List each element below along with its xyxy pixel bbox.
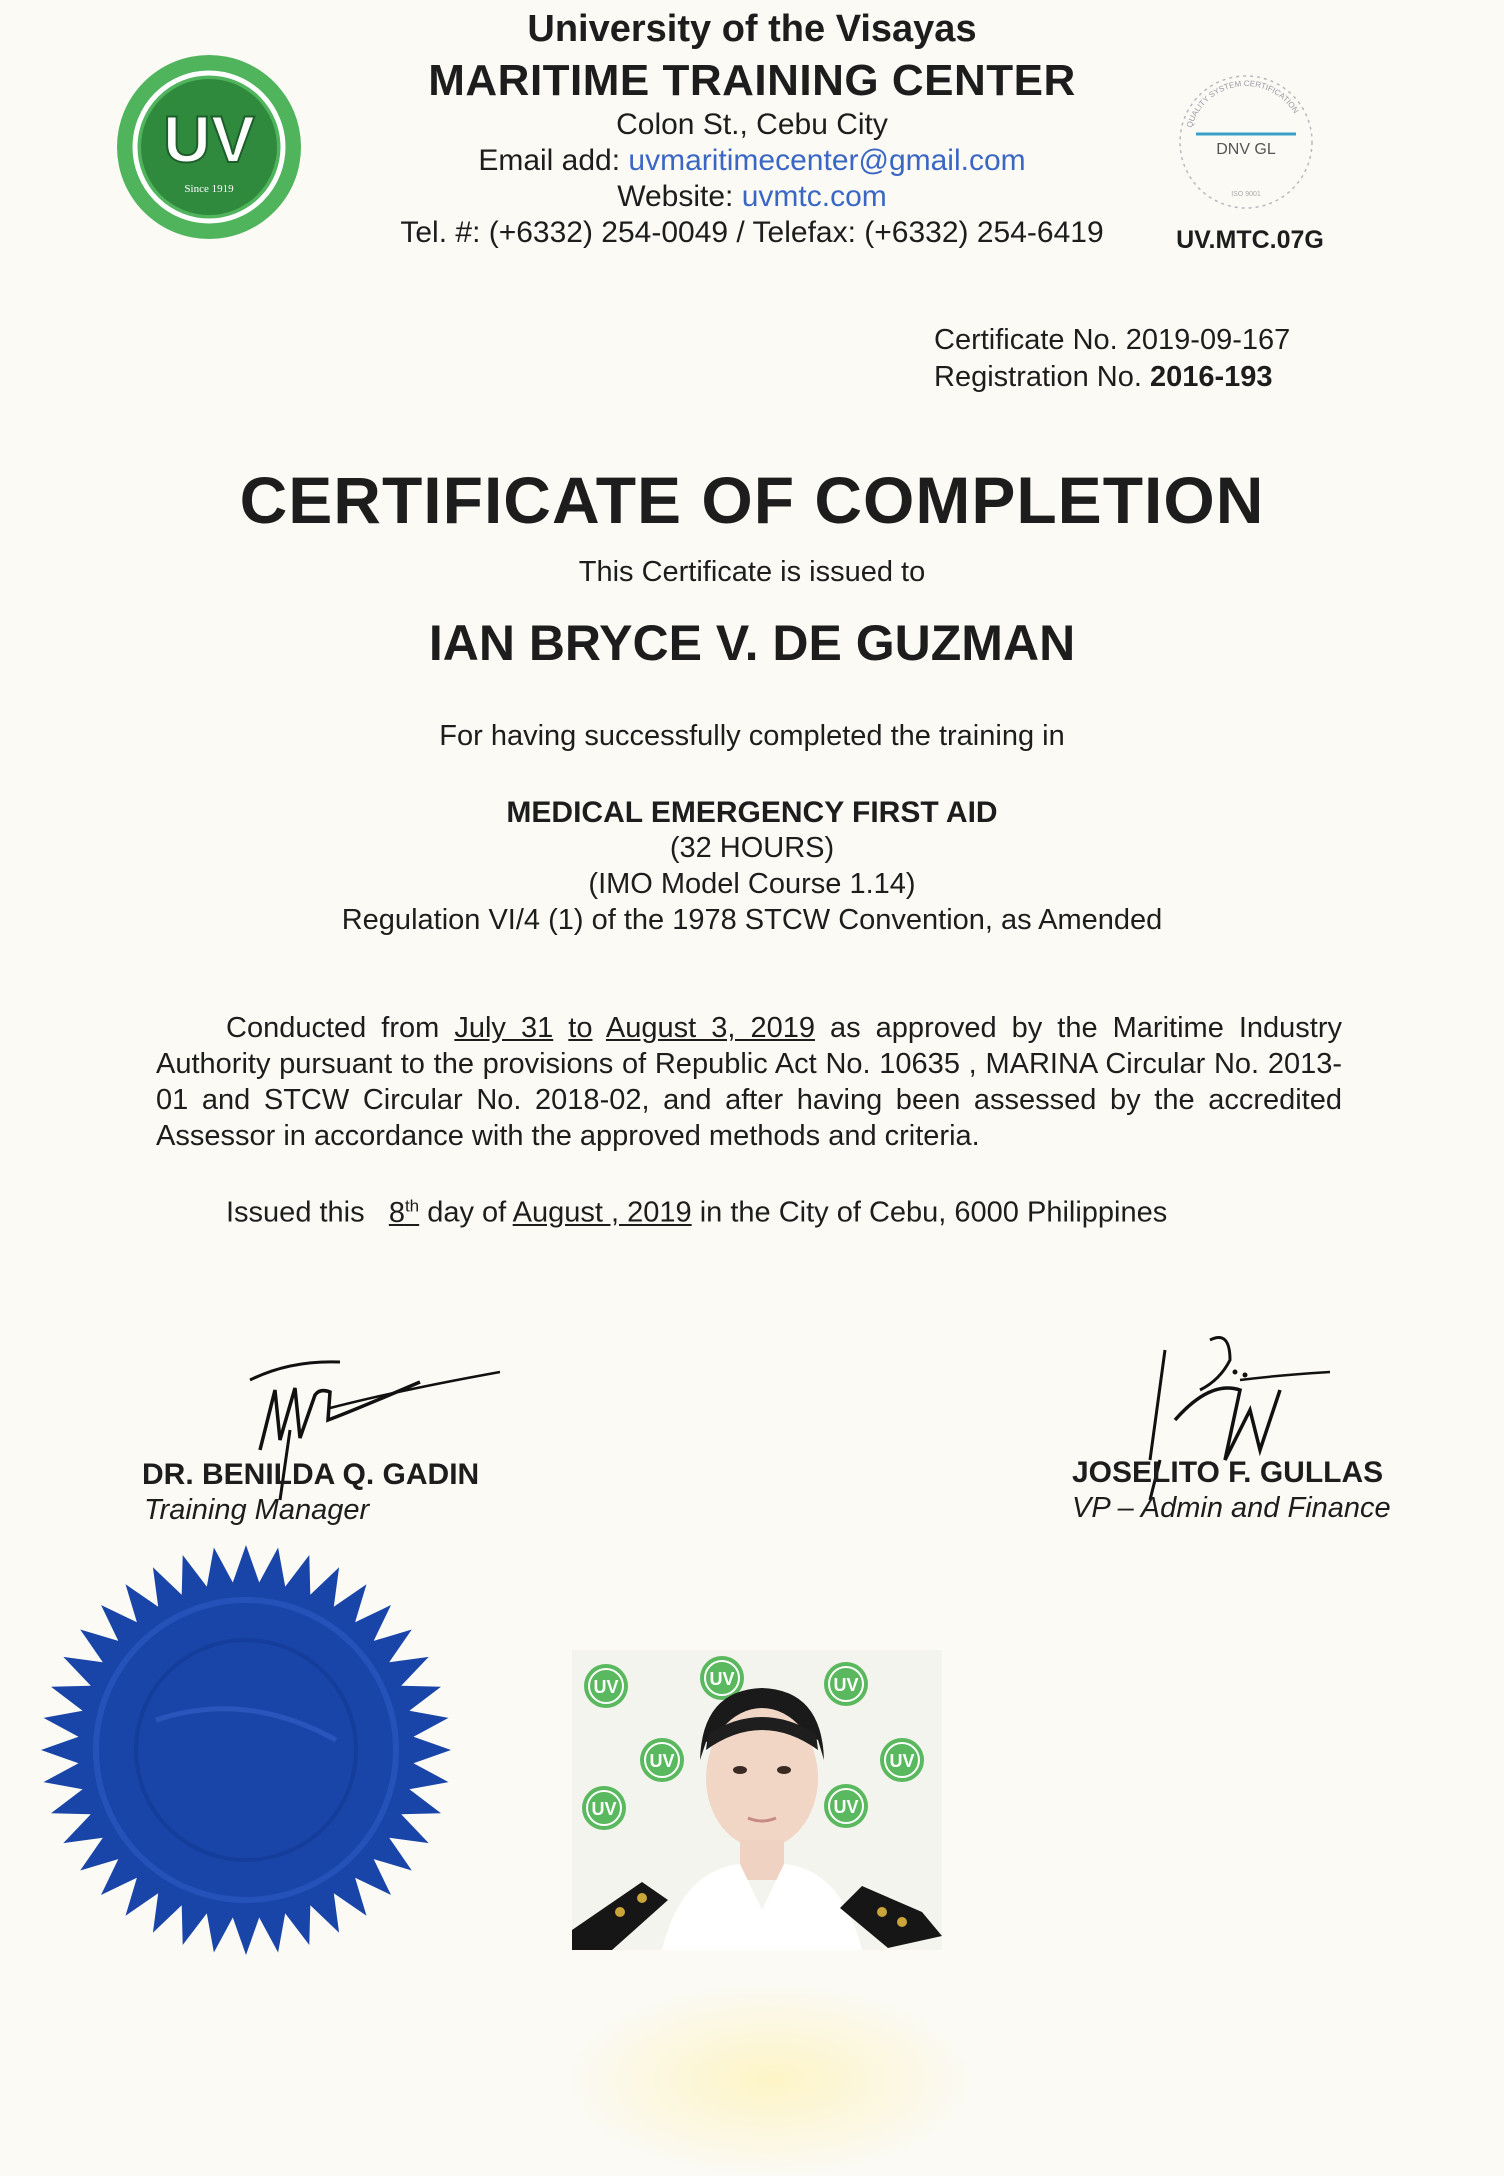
course-hours: (32 HOURS) — [669, 832, 835, 864]
document-code: UV.MTC.07G — [1176, 226, 1324, 254]
certificate-numbers — [934, 322, 1290, 396]
watermark-4: UV — [649, 1751, 675, 1771]
blue-starburst-seal-icon — [36, 1540, 456, 1960]
email-link[interactable]: uvmaritimecenter@gmail.com — [628, 144, 1026, 177]
certificate-number: 2019-09-167 — [1125, 324, 1291, 356]
conducted-end-date: August 3, 2019 — [605, 1012, 815, 1044]
model-course: (IMO Model Course 1.14) — [588, 868, 916, 900]
issued-mid: day of — [427, 1196, 507, 1229]
badge-text: DNV GL — [1216, 141, 1276, 158]
logo-text: UV — [163, 102, 255, 176]
watermark-1: UV — [593, 1677, 619, 1697]
issued-suffix: in the City of Cebu, 6000 Philippines — [699, 1196, 1168, 1229]
website-link[interactable]: uvmtc.com — [741, 180, 887, 213]
logo-tagline: Since 1919 — [184, 183, 234, 195]
registration-number-line — [934, 359, 1290, 396]
signatory-right-name: JOSELITO F. GULLAS — [1072, 1456, 1384, 1489]
signatory-right-title: VP – Admin and Finance — [1072, 1492, 1391, 1524]
course-name: MEDICAL EMERGENCY FIRST AID — [506, 796, 998, 829]
university-name: University of the Visayas — [527, 8, 977, 50]
address: Colon St., Cebu City — [616, 108, 888, 141]
issued-month-year: August , 2019 — [512, 1196, 692, 1229]
conducted-rest: as approved by the Maritime Industry Authority pursuant to the provisions of Republic Act No. 10635 , MARINA Circular No. 2013-01 and STCW Circular No. 2018-02, and after having been assessed by the accredited Assessor in accordance with the approved methods and criteria. — [156, 1012, 1343, 1152]
certificate-title: CERTIFICATE OF COMPLETION — [239, 463, 1265, 537]
badge-ring-text: QUALITY SYSTEM CERTIFICATION — [1184, 78, 1301, 129]
registration-number: 2016-193 — [1150, 361, 1273, 393]
paper-glow — [560, 1980, 980, 2176]
issued-prefix: Issued this — [226, 1196, 365, 1229]
watermark-6: UV — [591, 1799, 617, 1819]
badge-small-text: ISO 9001 — [1231, 191, 1261, 198]
conducted-paragraph — [156, 1010, 1342, 1154]
issued-day — [389, 1197, 419, 1229]
telephone-line: Tel. #: (+6332) 254-0049 / Telefax: (+6332) 254-6419 — [400, 216, 1104, 249]
watermark-2: UV — [709, 1669, 735, 1689]
course-regulation: Regulation VI/4 (1) of the 1978 STCW Convention, as Amended — [341, 904, 1163, 936]
issued-day-suffix: th — [404, 1196, 420, 1215]
certificate-number-line — [934, 322, 1290, 359]
issued-to-text: This Certificate is issued to — [578, 556, 926, 588]
recipient-name: IAN BRYCE V. DE GUZMAN — [428, 615, 1076, 671]
issued-line — [226, 1196, 1167, 1230]
conducted-prefix: Conducted from — [226, 1012, 440, 1044]
watermark-7: UV — [833, 1797, 859, 1817]
watermark-3: UV — [833, 1675, 859, 1695]
issued-day-number: 8 — [388, 1196, 405, 1229]
certificate-number-label: Certificate No. — [934, 324, 1118, 356]
email-label: Email add: — [478, 144, 621, 177]
registration-number-label: Registration No. — [934, 361, 1142, 393]
dnv-gl-badge-icon — [1166, 62, 1326, 222]
signatory-left-title: Training Manager — [144, 1494, 370, 1526]
website-label: Website: — [617, 180, 734, 213]
conducted-to: to — [568, 1012, 593, 1044]
signatory-left-name: DR. BENILDA Q. GADIN — [142, 1458, 480, 1491]
conducted-start-date: July 31 — [454, 1012, 554, 1044]
watermark-5: UV — [889, 1751, 915, 1771]
id-photo-icon — [572, 1650, 942, 1950]
center-name: MARITIME TRAINING CENTER — [428, 56, 1076, 105]
completion-text: For having successfully completed the training in — [439, 720, 1065, 752]
